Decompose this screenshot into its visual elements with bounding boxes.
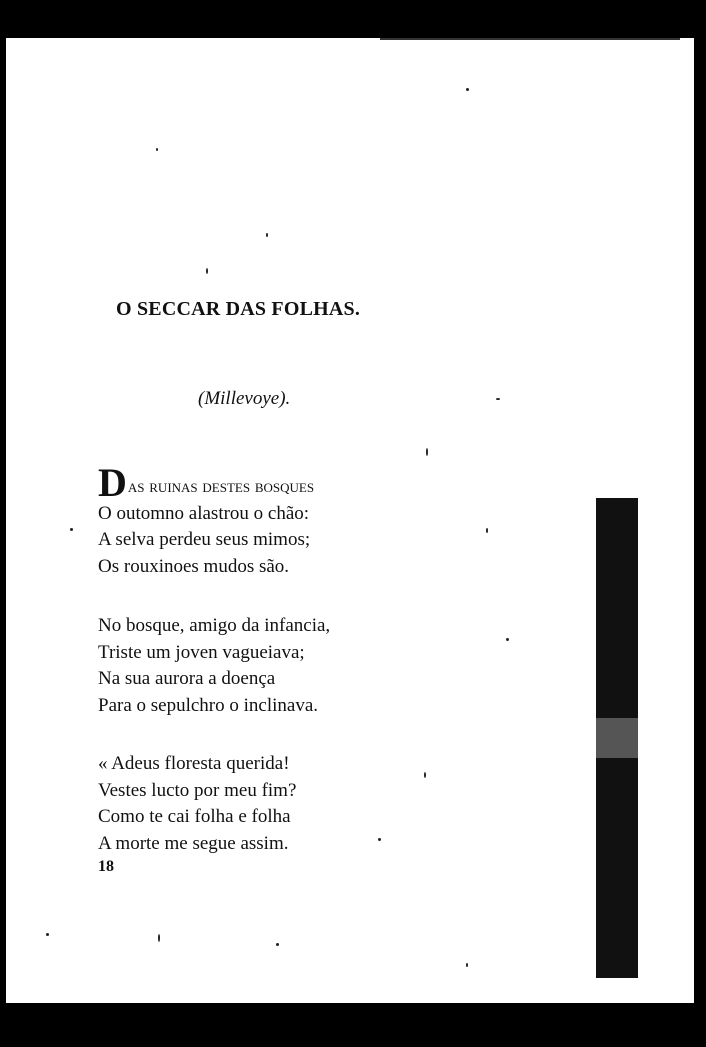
scan-speck: [378, 838, 381, 841]
scan-speck: [156, 148, 158, 151]
verse-line: « Adeus floresta querida!: [98, 753, 290, 774]
verse-line: A selva perdeu seus mimos;: [98, 529, 311, 550]
poem-title: O SECCAR DAS FOLHAS.: [116, 298, 361, 320]
scan-speck: [70, 528, 73, 531]
drop-cap: D: [98, 460, 127, 505]
scan-right-border: [694, 0, 706, 1047]
scan-speck: [266, 233, 268, 237]
verse-line: Vestes lucto por meu fim?: [98, 779, 297, 801]
scan-speck: [158, 934, 160, 942]
verse-line: A morte me segue assim.: [98, 832, 289, 854]
scan-speck: [466, 88, 469, 91]
stanza-1: [98, 460, 315, 580]
scan-edge-noise: [596, 718, 638, 758]
scan-speck: [506, 638, 509, 641]
scan-speck: [486, 528, 488, 533]
page-number: 18: [98, 858, 114, 875]
stanza-3: [98, 751, 296, 857]
verse-line: [98, 460, 315, 505]
book-page: [6, 38, 696, 1006]
verse-line: Para o sepulchro o inclinava.: [98, 694, 319, 716]
poem-attribution: (Millevoye).: [198, 388, 291, 409]
verse-line: Triste um joven vagueiava;: [98, 641, 305, 663]
scan-bottom-border: [0, 1003, 706, 1047]
verse-line: Na sua aurora a doença: [98, 668, 276, 689]
scan-speck: [496, 398, 500, 400]
scan-speck: [426, 448, 428, 456]
scan-speck: [206, 268, 208, 274]
verse-line: Os rouxinoes mudos são.: [98, 555, 290, 577]
verse-line: Como te cai folha e folha: [98, 806, 291, 827]
verse-line: O outomno alastrou o chão:: [98, 502, 310, 524]
scan-rule-line: [380, 38, 680, 40]
verse-line: No bosque, amigo da infancia,: [98, 615, 331, 636]
verse-line-rest: as ruinas destes bosques: [127, 476, 315, 497]
scan-top-border: [0, 0, 706, 38]
scan-speck: [276, 943, 279, 946]
scan-speck: [466, 963, 468, 967]
scan-speck: [424, 772, 426, 778]
scan-speck: [46, 933, 49, 936]
stanza-2: [98, 613, 330, 719]
